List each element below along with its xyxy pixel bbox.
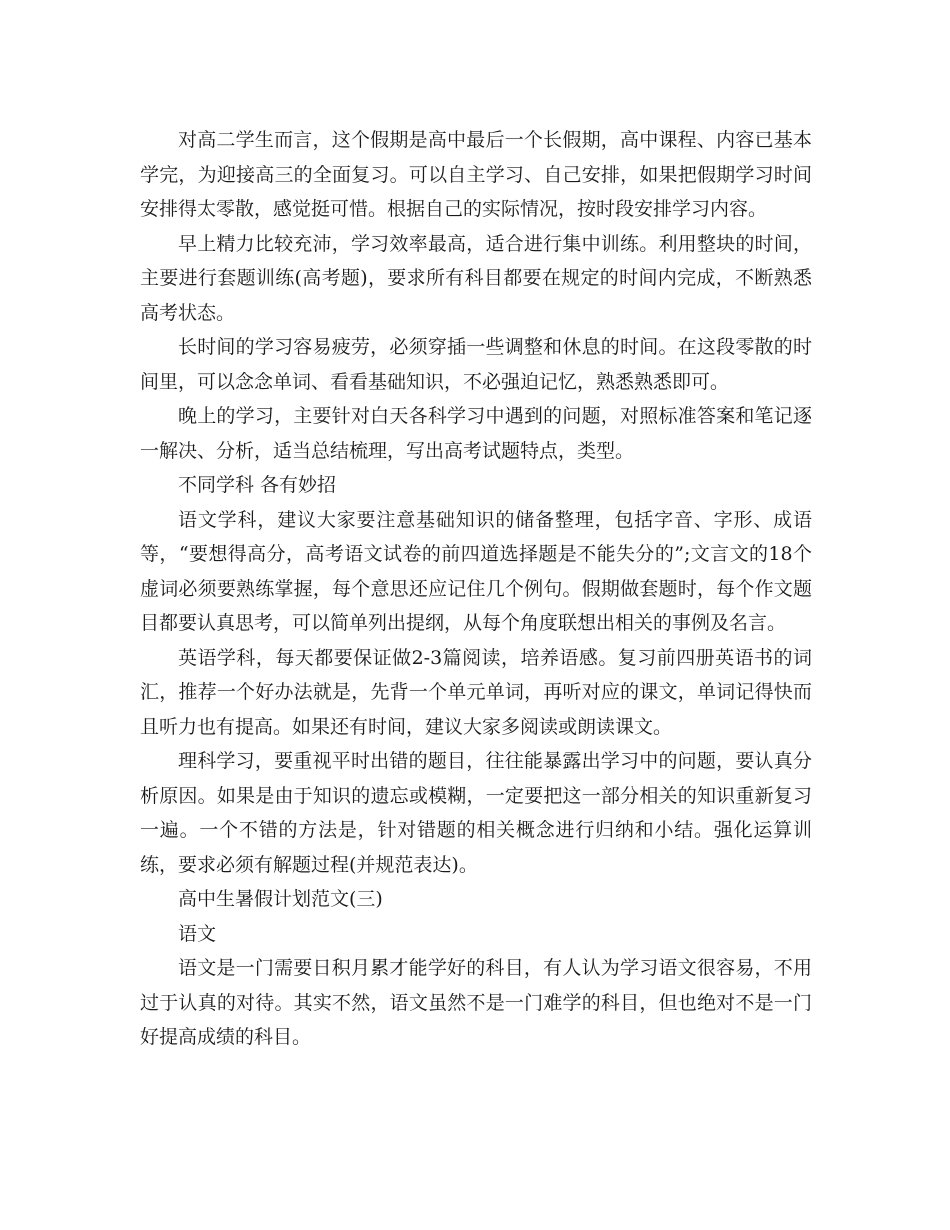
paragraph: 早上精力比较充沛，学习效率最高，适合进行集中训练。利用整块的时间，主要进行套题训练(高考题)，要求所有科目都要在规定的时间内完成，不断熟悉高考状态。 — [140, 232, 812, 324]
paragraph: 语文是一门需要日积月累才能学好的科目，有人认为学习语文很容易，不用过于认真的对待。其实不然，语文虽然不是一门难学的科目，但也绝对不是一门好提高成绩的科目。 — [140, 957, 812, 1048]
paragraph: 长时间的学习容易疲劳，必须穿插一些调整和休息的时间。在这段零散的时间里，可以念念单词、看看基础知识，不必强迫记忆，熟悉熟悉即可。 — [140, 336, 812, 393]
paragraph: 对高二学生而言，这个假期是高中最后一个长假期，高中课程、内容已基本学完，为迎接高三的全面复习。可以自主学习、自己安排，如果把假期学习时间安排得太零散，感觉挺可惜。根据自己的实际情况，按时段安排学习内容。 — [140, 129, 812, 220]
section-heading: 不同学科 各有妙招 — [178, 474, 337, 496]
paragraph: 晚上的学习，主要针对白天各科学习中遇到的问题，对照标准答案和笔记逐一解决、分析，适当总结梳理，写出高考试题特点，类型。 — [140, 405, 812, 462]
section-heading: 语文 — [178, 922, 217, 945]
section-heading: 高中生暑假计划范文(三) — [178, 888, 383, 910]
paragraph: 理科学习，要重视平时出错的题目，往往能暴露出学习中的问题，要认真分析原因。如果是由于知识的遗忘或模糊，一定要把这一部分相关的知识重新复习一遍。一个不错的方法是，针对错题的相关概念进行归纳和小结。强化运算训练，要求必须有解题过程(并规范表达)。 — [140, 750, 812, 876]
paragraph: 英语学科，每天都要保证做2-3篇阅读，培养语感。复习前四册英语书的词汇，推荐一个好办法就是，先背一个单元单词，再听对应的课文，单词记得快而且听力也有提高。如果还有时间，建议大家多阅读或朗读课文。 — [140, 646, 812, 738]
document-body — [140, 123, 812, 1055]
paragraph: 语文学科，建议大家要注意基础知识的储备整理，包括字音、字形、成语等，“要想得高分，高考语文试卷的前四道选择题是不能失分的”;文言文的18个虚词必须要熟练掌握，每个意思还应记住几个例句。假期做套题时，每个作文题目都要认真思考，可以简单列出提纲，从每个角度联想出相关的事例及名言。 — [140, 508, 812, 634]
